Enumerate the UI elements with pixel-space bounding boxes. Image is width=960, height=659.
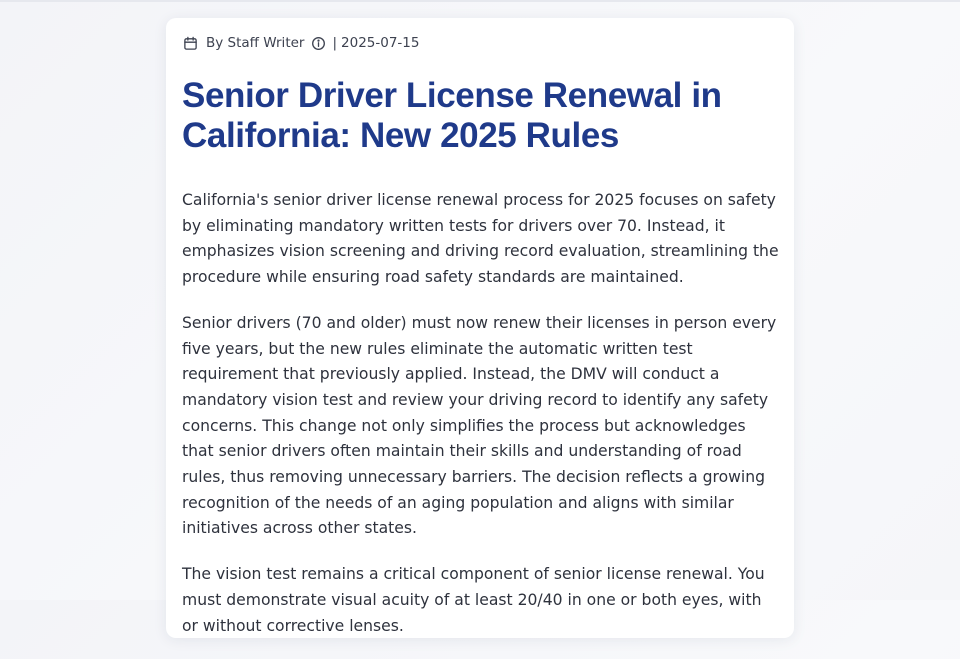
top-border	[0, 0, 960, 2]
article-meta	[182, 34, 420, 52]
article-paragraph: California's senior driver license renewal process for 2025 focuses on safety by eliminating mandatory written tests for drivers over 70. Instead, it emphasizes vision screening and driving record evaluation, streamlining the procedure while ensuring road safety standards are maintained.	[182, 191, 779, 287]
info-icon[interactable]	[310, 35, 326, 51]
article-card	[166, 18, 794, 638]
publish-date: 2025-07-15	[341, 35, 420, 51]
author-byline: By Staff Writer	[206, 35, 305, 51]
calendar-icon	[182, 35, 198, 51]
article-paragraph: Senior drivers (70 and older) must now renew their licenses in person every five years, but the new rules eliminate the automatic written test requirement that previously applied. Instead, the DMV will conduct a mandatory vision test and review your driving record to identify any safety concerns. This change not only simplifies the process but acknowledges that senior drivers often maintain their skills and understanding of road rules, thus removing unnecessary barriers. The decision reflects a growing recognition of the needs of an aging population and aligns with similar initiatives across other states.	[182, 313, 777, 538]
article-body	[182, 188, 782, 659]
article-title: Senior Driver License Renewal in California: New 2025 Rules	[182, 76, 722, 155]
meta-separator: |	[332, 35, 338, 51]
article-paragraph: The vision test remains a critical component of senior license renewal. You must demonstrate visual acuity of at least 20/40 in one or both eyes, with or without corrective lenses.	[182, 565, 765, 635]
